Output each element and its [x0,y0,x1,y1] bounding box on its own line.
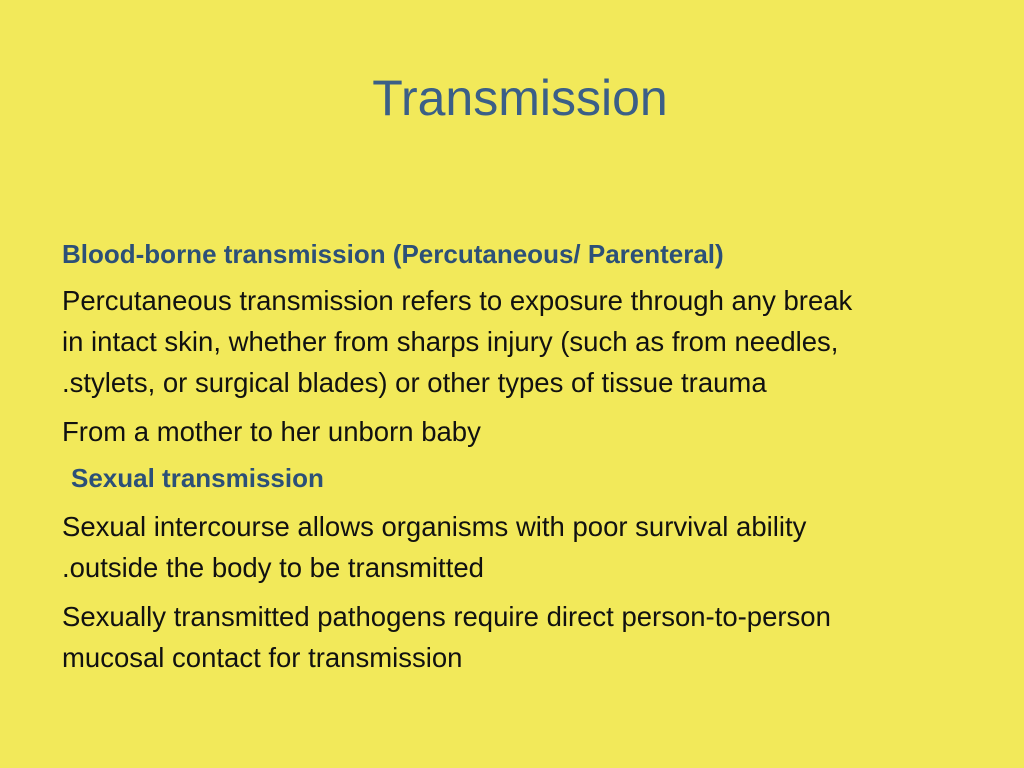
text-line: in intact skin, whether from sharps injury (such as from needles, [62,326,839,357]
slide-title: Transmission [372,70,668,126]
text-line: Sexually transmitted pathogens require direct person-to-person [62,601,831,632]
section-heading-sexual: Sexual transmission [71,463,324,493]
section-heading-blood-borne: Blood-borne transmission (Percutaneous/ Parenteral) [62,239,724,269]
slide-body [62,236,962,686]
text-line: Sexual intercourse allows organisms with poor survival ability [62,511,807,542]
paragraph-percutaneous [62,280,962,403]
text-line: .outside the body to be transmitted [62,552,484,583]
text-line: mucosal contact for transmission [62,642,463,673]
text-line: .stylets, or surgical blades) or other types of tissue trauma [62,367,767,398]
text-line: Percutaneous transmission refers to exposure through any break [62,285,853,316]
paragraph-sexual-intercourse [62,506,962,588]
paragraph-mother-to-baby [62,411,962,452]
text-line: From a mother to her unborn baby [62,416,481,447]
paragraph-sexually-transmitted-pathogens [62,596,962,678]
